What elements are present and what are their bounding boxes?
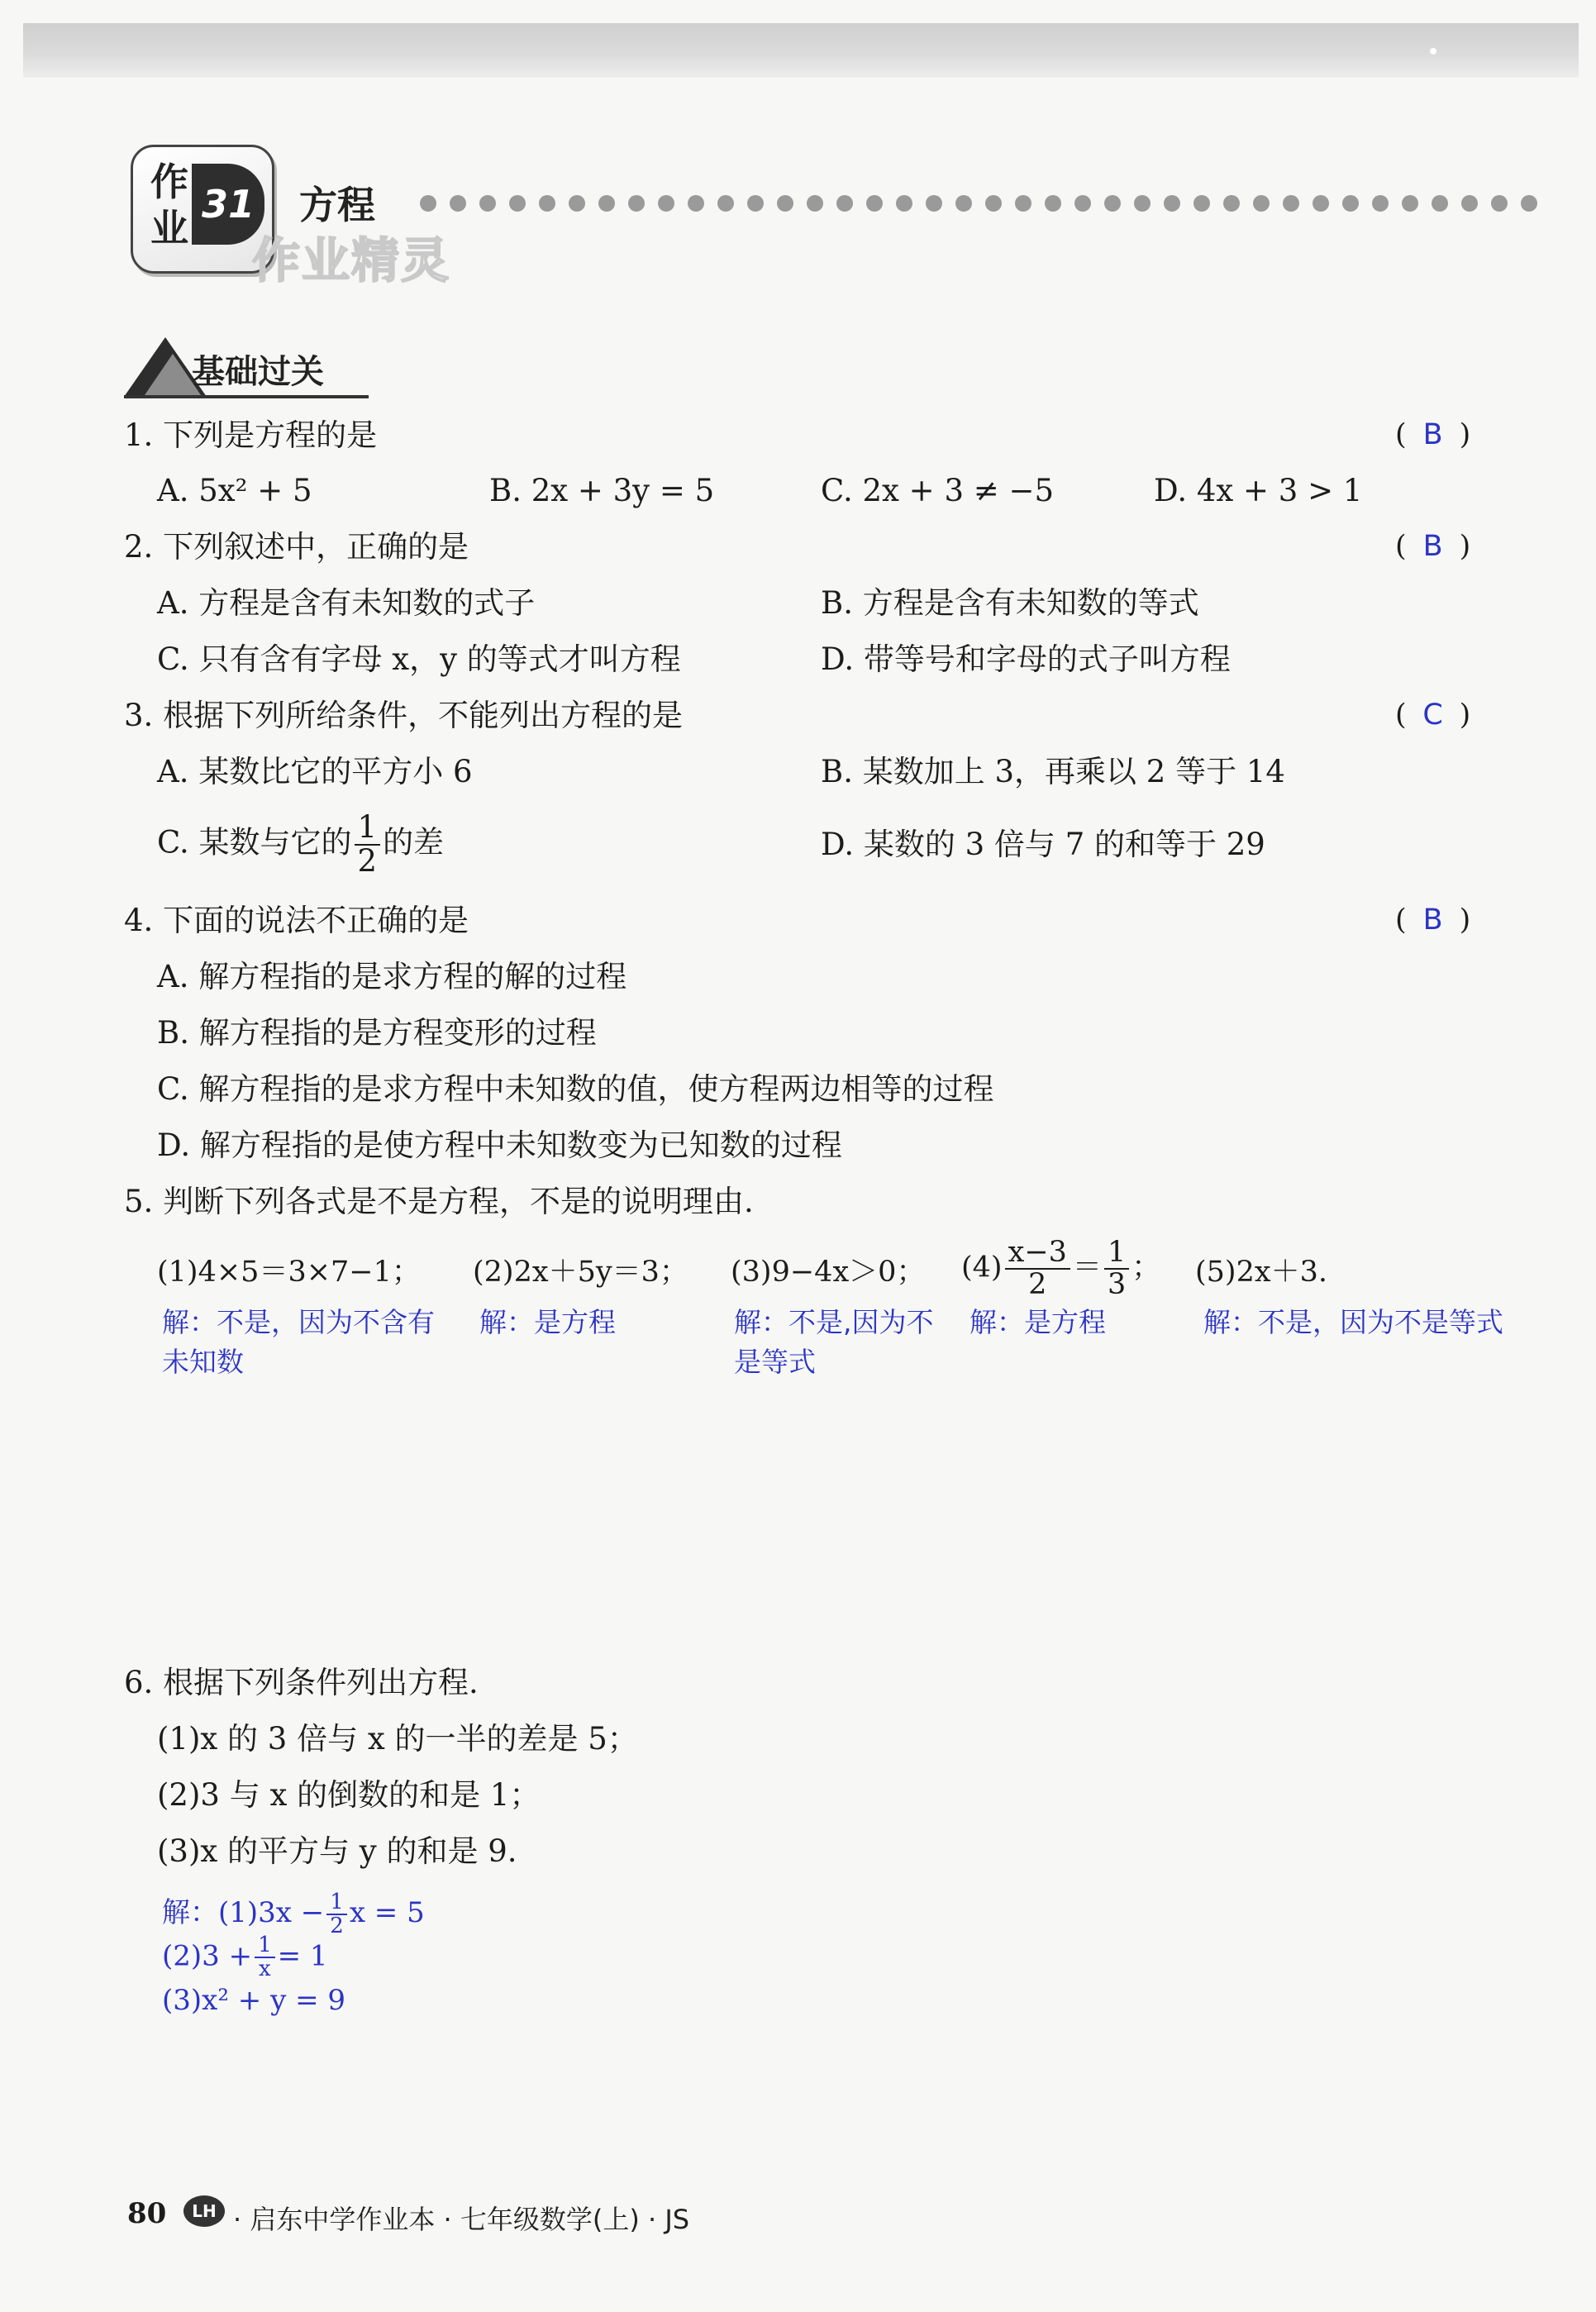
homework-number: 31 bbox=[192, 164, 264, 245]
title-dot bbox=[955, 195, 972, 212]
title-dot bbox=[628, 195, 645, 212]
q1-answer-slot[interactable]: ( B ) bbox=[1395, 418, 1471, 451]
q4-answer: B bbox=[1422, 903, 1443, 937]
title-dot bbox=[509, 195, 526, 212]
q5-answer-5: 解：不是，因为不是等式 bbox=[1203, 1306, 1503, 1338]
title-dot bbox=[836, 195, 853, 212]
title-dot bbox=[420, 195, 436, 212]
publisher-logo-icon: LH bbox=[183, 2195, 225, 2227]
title-dot bbox=[1521, 195, 1537, 212]
title-dot bbox=[866, 195, 883, 212]
page-number: 80 bbox=[127, 2197, 167, 2230]
q6-solution-3: (3)x² + y = 9 bbox=[162, 1984, 346, 2017]
q6-solution-2-fraction: $\frac{1}{x}$ bbox=[255, 1934, 275, 1981]
watermark: 作业精灵 bbox=[252, 232, 451, 288]
q5-item-1: (1)4×5＝3×7−1； bbox=[157, 1256, 421, 1289]
title-dot bbox=[1104, 195, 1121, 212]
q6-stem: 6. 根据下列条件列出方程. bbox=[124, 1665, 479, 1700]
section-underline bbox=[124, 395, 369, 398]
q5-answer-2: 解：是方程 bbox=[479, 1306, 616, 1338]
badge-char-1: 作 bbox=[150, 160, 188, 204]
q2-option-b: B. 方程是含有未知数的等式 bbox=[821, 585, 1199, 621]
q5-item-5: (5)2x＋3. bbox=[1195, 1256, 1327, 1289]
q1-option-d: D. 4x + 3 > 1 bbox=[1154, 473, 1363, 508]
title-dot-rule bbox=[420, 195, 1577, 217]
title-dot bbox=[985, 195, 1002, 212]
q2-stem: 2. 下列叙述中，正确的是 bbox=[124, 529, 469, 565]
title-dot bbox=[1342, 195, 1359, 212]
scan-border bbox=[23, 23, 1579, 78]
q2-option-a: A. 方程是含有未知数的式子 bbox=[157, 585, 536, 621]
q6-solution-2: (2)3 + $\frac{1}{x}$ = 1 bbox=[162, 1933, 328, 1982]
title-dot bbox=[658, 195, 674, 212]
page-title: 方程 bbox=[299, 183, 375, 227]
q2-option-d: D. 带等号和字母的式子叫方程 bbox=[821, 641, 1231, 677]
title-dot bbox=[479, 195, 496, 212]
q6-part-2: (2)3 与 x 的倒数的和是 1； bbox=[157, 1777, 541, 1813]
q1-stem: 1. 下列是方程的是 bbox=[124, 417, 378, 453]
title-dot bbox=[1461, 195, 1478, 212]
q5-answer-4: 解：是方程 bbox=[970, 1306, 1106, 1338]
q2-answer-slot[interactable]: ( B ) bbox=[1395, 530, 1471, 563]
q5-item-4: (4) $\frac{x-3}{2}$ ＝ $\frac{1}{3}$ ； bbox=[961, 1236, 1161, 1301]
q4-stem: 4. 下面的说法不正确的是 bbox=[124, 903, 469, 938]
q3-answer-slot[interactable]: ( C ) bbox=[1395, 698, 1471, 732]
title-dot bbox=[1045, 195, 1061, 212]
title-dot bbox=[896, 195, 912, 212]
badge-char-2: 业 bbox=[150, 206, 188, 250]
title-dot bbox=[688, 195, 704, 212]
q4-answer-slot[interactable]: ( B ) bbox=[1395, 903, 1471, 937]
title-dot bbox=[539, 195, 555, 212]
title-dot bbox=[1164, 195, 1180, 212]
section-title: 基础过关 bbox=[192, 353, 324, 391]
q5-item-4-fraction-right: $\frac{1}{3}$ bbox=[1104, 1237, 1129, 1300]
q6-part-1: (1)x 的 3 倍与 x 的一半的差是 5； bbox=[157, 1721, 638, 1757]
title-dot bbox=[1283, 195, 1299, 212]
title-dot bbox=[1223, 195, 1240, 212]
q3-option-d: D. 某数的 3 倍与 7 的和等于 29 bbox=[821, 827, 1265, 862]
title-dot bbox=[450, 195, 466, 212]
title-dot bbox=[747, 195, 764, 212]
title-dot bbox=[926, 195, 942, 212]
q6-solution-1: 解：(1)3x − $\frac{1}{2}$ x = 5 bbox=[162, 1889, 425, 1938]
title-dot bbox=[777, 195, 793, 212]
q5-answer-1: 解：不是，因为不含有 未知数 bbox=[162, 1306, 435, 1378]
q4-option-a: A. 解方程指的是求方程的解的过程 bbox=[157, 959, 627, 994]
title-dot bbox=[1313, 195, 1329, 212]
q3-option-b: B. 某数加上 3，再乘以 2 等于 14 bbox=[821, 754, 1285, 789]
title-dot bbox=[1491, 195, 1508, 212]
title-dot bbox=[1432, 195, 1448, 212]
q4-option-c: C. 解方程指的是求方程中未知数的值，使方程两边相等的过程 bbox=[157, 1071, 994, 1107]
title-dot bbox=[1074, 195, 1091, 212]
title-dot bbox=[1402, 195, 1418, 212]
title-dot bbox=[807, 195, 823, 212]
q3-option-c: C. 某数与它的 $\frac{1}{2}$ 的差 bbox=[157, 809, 445, 879]
title-dot bbox=[1372, 195, 1389, 212]
title-dot bbox=[1253, 195, 1270, 212]
q2-answer: B bbox=[1422, 530, 1443, 563]
q5-item-3: (3)9−4x＞0； bbox=[731, 1256, 926, 1289]
q4-option-b: B. 解方程指的是方程变形的过程 bbox=[157, 1015, 597, 1051]
q3-answer: C bbox=[1422, 698, 1443, 732]
q4-option-d: D. 解方程指的是使方程中未知数变为已知数的过程 bbox=[157, 1127, 842, 1163]
title-dot bbox=[1015, 195, 1031, 212]
q5-item-4-fraction-left: $\frac{x-3}{2}$ bbox=[1005, 1237, 1070, 1300]
q6-solution-1-fraction: $\frac{1}{2}$ bbox=[326, 1891, 347, 1938]
q1-option-c: C. 2x + 3 ≠ −5 bbox=[821, 473, 1055, 508]
q3-fraction: $\frac{1}{2}$ bbox=[355, 812, 381, 878]
footer-book-title: · 启东中学作业本 · 七年级数学(上) · JS bbox=[233, 2204, 690, 2235]
q5-item-2: (2)2x＋5y＝3； bbox=[473, 1256, 688, 1289]
title-dot bbox=[1193, 195, 1210, 212]
q6-part-3: (3)x 的平方与 y 的和是 9. bbox=[157, 1833, 517, 1869]
title-dot bbox=[717, 195, 734, 212]
q5-answer-3: 解：不是,因为不 是等式 bbox=[734, 1306, 934, 1378]
title-dot bbox=[569, 195, 585, 212]
q2-option-c: C. 只有含有字母 x，y 的等式才叫方程 bbox=[157, 641, 681, 677]
title-dot bbox=[1134, 195, 1151, 212]
q1-answer: B bbox=[1422, 418, 1443, 451]
q1-option-a: A. 5x² + 5 bbox=[157, 473, 312, 508]
scan-speck bbox=[1430, 48, 1436, 55]
title-dot bbox=[598, 195, 615, 212]
q3-option-a: A. 某数比它的平方小 6 bbox=[157, 754, 473, 789]
q5-stem: 5. 判断下列各式是不是方程，不是的说明理由. bbox=[124, 1184, 754, 1219]
q1-option-b: B. 2x + 3y = 5 bbox=[489, 473, 715, 508]
q3-stem: 3. 根据下列所给条件，不能列出方程的是 bbox=[124, 698, 684, 733]
